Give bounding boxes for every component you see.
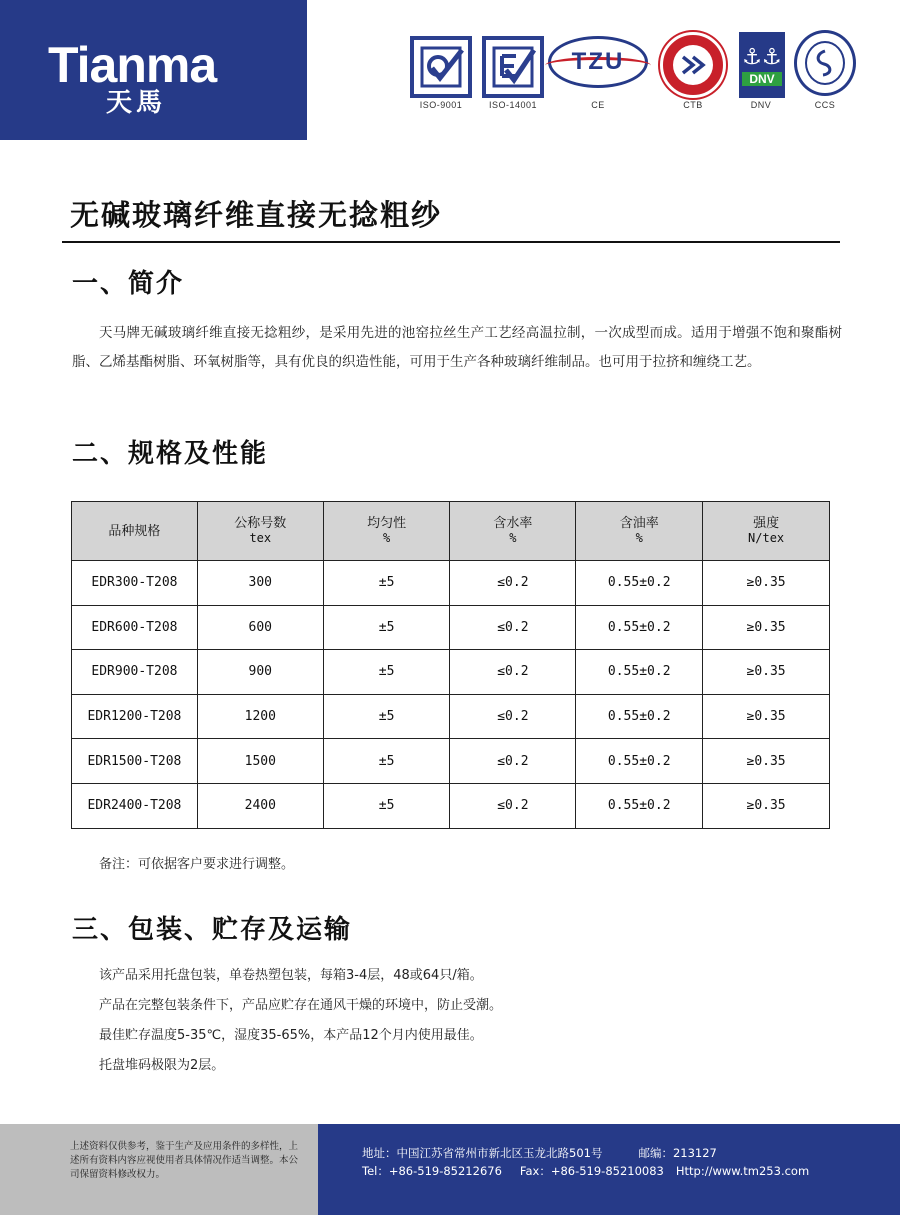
table-row xyxy=(72,783,830,828)
table-cell: ≥0.35 xyxy=(703,650,830,695)
iso14001-check-icon xyxy=(482,36,544,98)
footer-disclaimer-box xyxy=(0,1124,318,1215)
cert-label-iso14001: ISO-14001 xyxy=(488,100,538,110)
cert-ce xyxy=(548,28,648,110)
packaging-line: 该产品采用托盘包装，单卷热塑包装，每箱3-4层，48或64只/箱。 xyxy=(99,968,483,983)
cert-label-dnv: DNV xyxy=(750,100,772,110)
table-cell: 0.55±0.2 xyxy=(576,605,703,650)
brand-name-cn: 天馬 xyxy=(106,88,167,118)
table-cell: ≥0.35 xyxy=(703,605,830,650)
table-cell: EDR2400-T208 xyxy=(72,783,198,828)
table-header-cell: 含水率 % xyxy=(450,502,576,561)
table-cell: ±5 xyxy=(323,561,450,606)
table-cell: ≤0.2 xyxy=(450,739,576,784)
table-cell: ≤0.2 xyxy=(450,605,576,650)
dragon-emblem-icon xyxy=(805,41,845,85)
china-top-brand-logo xyxy=(660,32,726,98)
table-header-cell: 均匀性 % xyxy=(323,502,450,561)
packaging-line: 托盘堆码极限为2层。 xyxy=(99,1058,225,1073)
packaging-line: 最佳贮存温度5-35℃，湿度35-65%，本产品12个月内使用最佳。 xyxy=(99,1028,483,1043)
spec-note: 备注：可依据客户要求进行调整。 xyxy=(99,857,295,872)
table-row xyxy=(72,650,830,695)
brand-name-en: Tianma xyxy=(48,37,217,93)
table-cell: ±5 xyxy=(323,605,450,650)
ccs-seal-logo xyxy=(794,30,856,96)
table-header-cell: 品种规格 xyxy=(72,502,198,561)
dnv-logo-text: DNV xyxy=(742,72,782,86)
table-header-cell: 公称号数 tex xyxy=(197,502,323,561)
table-row xyxy=(72,561,830,606)
table-cell: 0.55±0.2 xyxy=(576,650,703,695)
title-divider xyxy=(62,241,840,243)
table-cell: 1500 xyxy=(197,739,323,784)
table-cell: 2400 xyxy=(197,783,323,828)
section-heading-spec: 二、规格及性能 xyxy=(72,439,269,469)
footer-disclaimer: 上述资料仅供参考，鉴于生产及应用条件的多样性，上述所有资料内容应视使用者具体情况作适当调整。本公司保留资料修改权力。 xyxy=(70,1141,299,1180)
table-cell: ≥0.35 xyxy=(703,739,830,784)
table-cell: 900 xyxy=(197,650,323,695)
tzu-logo-text: TZU xyxy=(571,48,625,75)
ce-tzu-logo xyxy=(548,36,648,88)
section-heading-intro: 一、简介 xyxy=(72,269,185,299)
spec-table xyxy=(71,501,830,829)
intro-paragraph: 天马牌无碱玻璃纤维直接无捻粗纱，是采用先进的池窑拉丝生产工艺经高温拉制，一次成型而成。适用于增强不饱和聚酯树脂、乙烯基酯树脂、环氧树脂等，具有优良的织造性能，可用于生产各种玻璃纤维制品。也可用于拉挤和缠绕工艺。 xyxy=(72,325,842,370)
table-cell: EDR900-T208 xyxy=(72,650,198,695)
cert-label-iso9001: ISO-9001 xyxy=(419,100,463,110)
cert-label-ccs: CCS xyxy=(814,100,836,110)
table-cell: 1200 xyxy=(197,694,323,739)
ctb-emblem-icon xyxy=(673,45,713,85)
iso9001-check-icon xyxy=(410,36,472,98)
table-row xyxy=(72,739,830,784)
table-cell: 0.55±0.2 xyxy=(576,783,703,828)
table-cell: EDR300-T208 xyxy=(72,561,198,606)
table-cell: ≤0.2 xyxy=(450,783,576,828)
table-cell: ≥0.35 xyxy=(703,561,830,606)
table-cell: 0.55±0.2 xyxy=(576,694,703,739)
table-cell: ≥0.35 xyxy=(703,694,830,739)
section-heading-packaging: 三、包装、贮存及运输 xyxy=(72,915,353,945)
table-cell: ±5 xyxy=(323,694,450,739)
page-footer xyxy=(0,1124,900,1215)
table-cell: 0.55±0.2 xyxy=(576,739,703,784)
table-header-cell: 含油率 % xyxy=(576,502,703,561)
table-row xyxy=(72,605,830,650)
table-cell: 300 xyxy=(197,561,323,606)
brand-logo xyxy=(0,0,307,140)
footer-address-line xyxy=(362,1145,717,1161)
page-header xyxy=(0,0,900,140)
footer-tel: Tel：+86-519-85212676 xyxy=(362,1164,502,1178)
table-cell: ≥0.35 xyxy=(703,783,830,828)
packaging-line: 产品在完整包装条件下，产品应贮存在通风干燥的环境中，防止受潮。 xyxy=(99,998,503,1013)
footer-contact-box xyxy=(318,1124,900,1215)
cert-label-ctb: CTB xyxy=(683,100,703,110)
table-header-cell: 强度 N/tex xyxy=(703,502,830,561)
packaging-list xyxy=(99,961,502,1081)
table-cell: ±5 xyxy=(323,739,450,784)
table-cell: ≤0.2 xyxy=(450,694,576,739)
footer-address: 地址：中国江苏省常州市新北区玉龙北路501号 xyxy=(362,1146,603,1160)
table-cell: ±5 xyxy=(323,650,450,695)
certification-logos xyxy=(408,28,858,114)
dnv-logo xyxy=(739,32,785,98)
footer-fax: Fax：+86-519-85210083 xyxy=(519,1164,664,1178)
table-cell: ≤0.2 xyxy=(450,561,576,606)
footer-website[interactable]: Http://www.tm253.com xyxy=(675,1164,810,1178)
table-cell: 0.55±0.2 xyxy=(576,561,703,606)
table-header-row xyxy=(72,502,830,561)
footer-postcode: 邮编：213127 xyxy=(638,1146,717,1160)
page-title: 无碱玻璃纤维直接无捻粗纱 xyxy=(70,198,443,232)
table-cell: EDR600-T208 xyxy=(72,605,198,650)
table-cell: 600 xyxy=(197,605,323,650)
table-cell: EDR1500-T208 xyxy=(72,739,198,784)
table-cell: ±5 xyxy=(323,783,450,828)
table-cell: EDR1200-T208 xyxy=(72,694,198,739)
cert-label-ce: CE xyxy=(591,100,605,110)
anchor-icon: ⚓⚓ xyxy=(742,45,782,70)
footer-contact-line xyxy=(362,1163,809,1179)
table-row xyxy=(72,694,830,739)
table-cell: ≤0.2 xyxy=(450,650,576,695)
